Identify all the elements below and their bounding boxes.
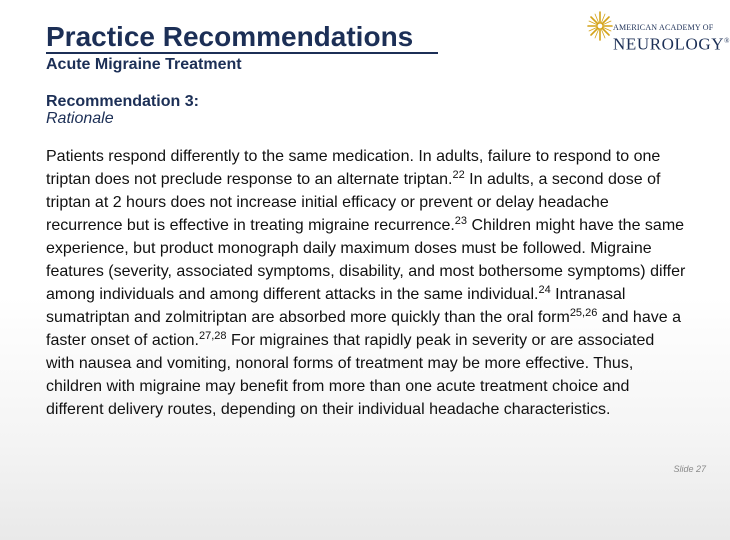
aan-logo [585, 10, 730, 54]
starburst-icon [585, 10, 615, 46]
body-text-part: Patients respond differently to the same medication. In adults, failure to respond to one triptan does not preclude response to an alternate triptan. [46, 148, 661, 188]
logo-wordmark: NEUROLOGY [613, 34, 725, 54]
body-text-part: Children might have the same experience, but product monograph daily maximum doses must be followed. Migraine features (severity, associated symptoms, disability, and most bothersome symptoms) differ among individuals and among different attacks in the same individual. [46, 217, 686, 303]
reference-23: 23 [454, 215, 468, 227]
registered-mark: ® [724, 37, 730, 45]
reference-25-26: 25,26 [569, 307, 598, 319]
body-text-part: and have a faster onset of action. [46, 309, 681, 349]
title-underline [46, 52, 438, 54]
reference-24: 24 [538, 284, 551, 296]
page-title: Practice Recommendations [46, 21, 414, 52]
recommendation-heading [46, 93, 199, 127]
page-subtitle: Acute Migraine Treatment [46, 56, 242, 73]
recommendation-label: Recommendation 3: [46, 93, 199, 110]
logo-main-text [613, 32, 730, 54]
reference-27-28: 27,28 [198, 330, 227, 342]
body-text-part: Intranasal sumatriptan and zolmitriptan are absorbed more quickly than the oral form [46, 286, 626, 326]
body-text-part: For migraines that rapidly peak in severity or are associated with nausea and vomiting, nonoral forms of treatment may be more effective. Thus, children with migraine may benefit from more than one acute treatment choice and different delivery routes, depending on their individual headache characteristics. [46, 332, 655, 418]
logo-top-text: AMERICAN ACADEMY OF [613, 23, 714, 32]
reference-22: 22 [452, 169, 465, 181]
recommendation-section: Rationale [46, 110, 114, 127]
slide-number: Slide 27 [673, 464, 706, 474]
rationale-paragraph [46, 145, 686, 421]
body-text-part: In adults, a second dose of triptan at 2 hours does not increase initial efficacy or prevent or delay headache recurrence but is effective in treating migraine recurrence. [46, 171, 661, 234]
